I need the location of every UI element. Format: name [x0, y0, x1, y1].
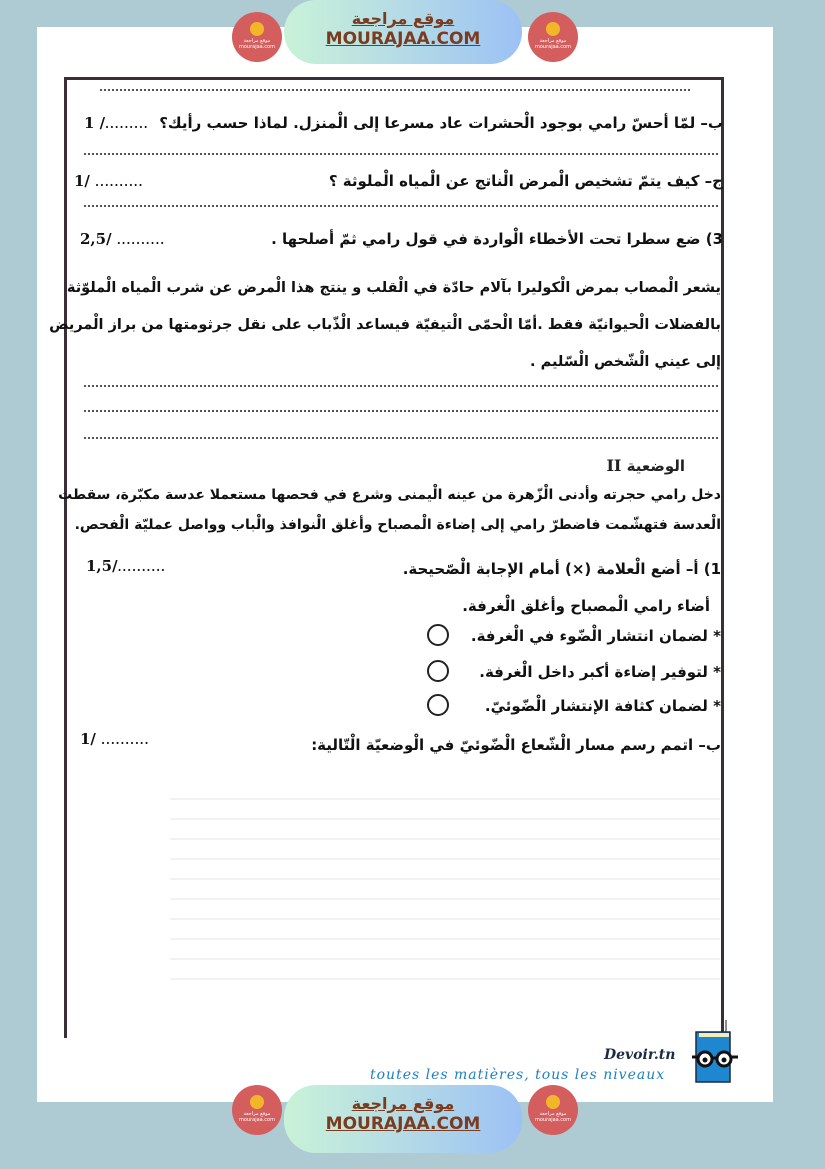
- score-q-b: 1 /.........: [84, 114, 149, 132]
- mourajaa-badge-left[interactable]: موقع مراجعة mourajaa.com: [232, 12, 282, 62]
- option-3-checkbox[interactable]: [427, 694, 449, 716]
- section-2-intro-2: الْعدسة فتهشّمت فاضطرّ رامي إلى إضاءة الْمصباح وأغلق الْنوافذ والْباب وواصل عمليّة الْفحص.: [74, 517, 721, 533]
- answer-line: [84, 153, 718, 155]
- passage-line-2: بالفضلات الْحيوانيّة فقط .أمّا الْحمّى الْتيفيّة فيساعد الْذّباب على نقل جرثومتها من براز الْمريض: [49, 317, 721, 333]
- score-q-c: 1/ ..........: [74, 172, 144, 190]
- score-q-1b: 1/ ..........: [80, 730, 150, 748]
- section-2-title: الوضعية II: [606, 456, 685, 475]
- section-2-intro-1: دخل رامي حجرته وأدنى الْزّهرة من عينه الْيمنى وشرع في فحصها مستعملا عدسة مكبّرة، سقطت: [58, 487, 721, 503]
- mourajaa-badge-right-bottom[interactable]: موقع مراجعة mourajaa.com: [528, 1085, 578, 1135]
- statement: أضاء رامي الْمصباح وأغلق الْغرفة.: [462, 597, 710, 615]
- mourajaa-footer-banner[interactable]: موقع مراجعة MOURAJAA.COM: [284, 1085, 522, 1153]
- book-icon: [546, 1095, 560, 1109]
- question-3: 3) ضع سطرا تحت الأخطاء الْواردة في قول رامي ثمّ أصلحها .: [271, 230, 723, 248]
- question-b: ب– لمّا أحسّ رامي بوجود الْحشرات عاد مسرعا إلى الْمنزل. لماذا حسب رأيك؟: [159, 114, 723, 132]
- answer-line: [84, 205, 718, 207]
- option-3: * لضمان كثافة الإنتشار الْضّوئيّ.: [484, 697, 721, 715]
- book-icon: [250, 22, 264, 36]
- mourajaa-badge-left-bottom[interactable]: موقع مراجعة mourajaa.com: [232, 1085, 282, 1135]
- devoir-book-glasses-icon: [690, 1020, 740, 1086]
- option-2-checkbox[interactable]: [427, 660, 449, 682]
- devoir-brand-name[interactable]: Devoir.tn: [604, 1047, 676, 1063]
- question-c: ج– كيف يتمّ تشخيص الْمرض الْناتج عن الْمياه الْملوثة ؟: [328, 172, 723, 190]
- answer-line: [84, 437, 718, 439]
- answer-line: [100, 89, 690, 91]
- book-icon: [546, 22, 560, 36]
- option-1: * لضمان انتشار الْضّوء في الْغرفة.: [470, 627, 721, 645]
- score-q-1a: 1,5/..........: [86, 557, 166, 575]
- mourajaa-header-banner[interactable]: موقع مراجعة MOURAJAA.COM: [284, 0, 522, 64]
- book-icon: [250, 1095, 264, 1109]
- faded-bleed-through-text: [170, 780, 720, 980]
- question-1a: 1) أ– أضع الْعلامة (×) أمام الإجابة الْصّحيحة.: [402, 560, 721, 578]
- question-1b: ب– اتمم رسم مسار الْشّعاع الْضّوئيّ في الْوضعيّة الْتّالية:: [311, 736, 721, 754]
- devoir-tagline: toutes les matières, tous les niveaux: [370, 1067, 666, 1083]
- option-1-checkbox[interactable]: [427, 624, 449, 646]
- option-2: * لتوفير إضاءة أكبر داخل الْغرفة.: [479, 663, 721, 681]
- passage-line-1: يشعر الْمصاب بمرض الْكوليرا بآلام حادّة في الْقلب و ينتج هذا الْمرض عن شرب الْمياه الْملوّثة: [66, 280, 721, 296]
- mourajaa-badge-right[interactable]: موقع مراجعة mourajaa.com: [528, 12, 578, 62]
- passage-line-3: إلى عيني الْشّخص الْسّليم .: [530, 354, 721, 370]
- answer-line: [84, 385, 718, 387]
- answer-line: [84, 410, 718, 412]
- score-q-3: 2,5/ ..........: [80, 230, 166, 248]
